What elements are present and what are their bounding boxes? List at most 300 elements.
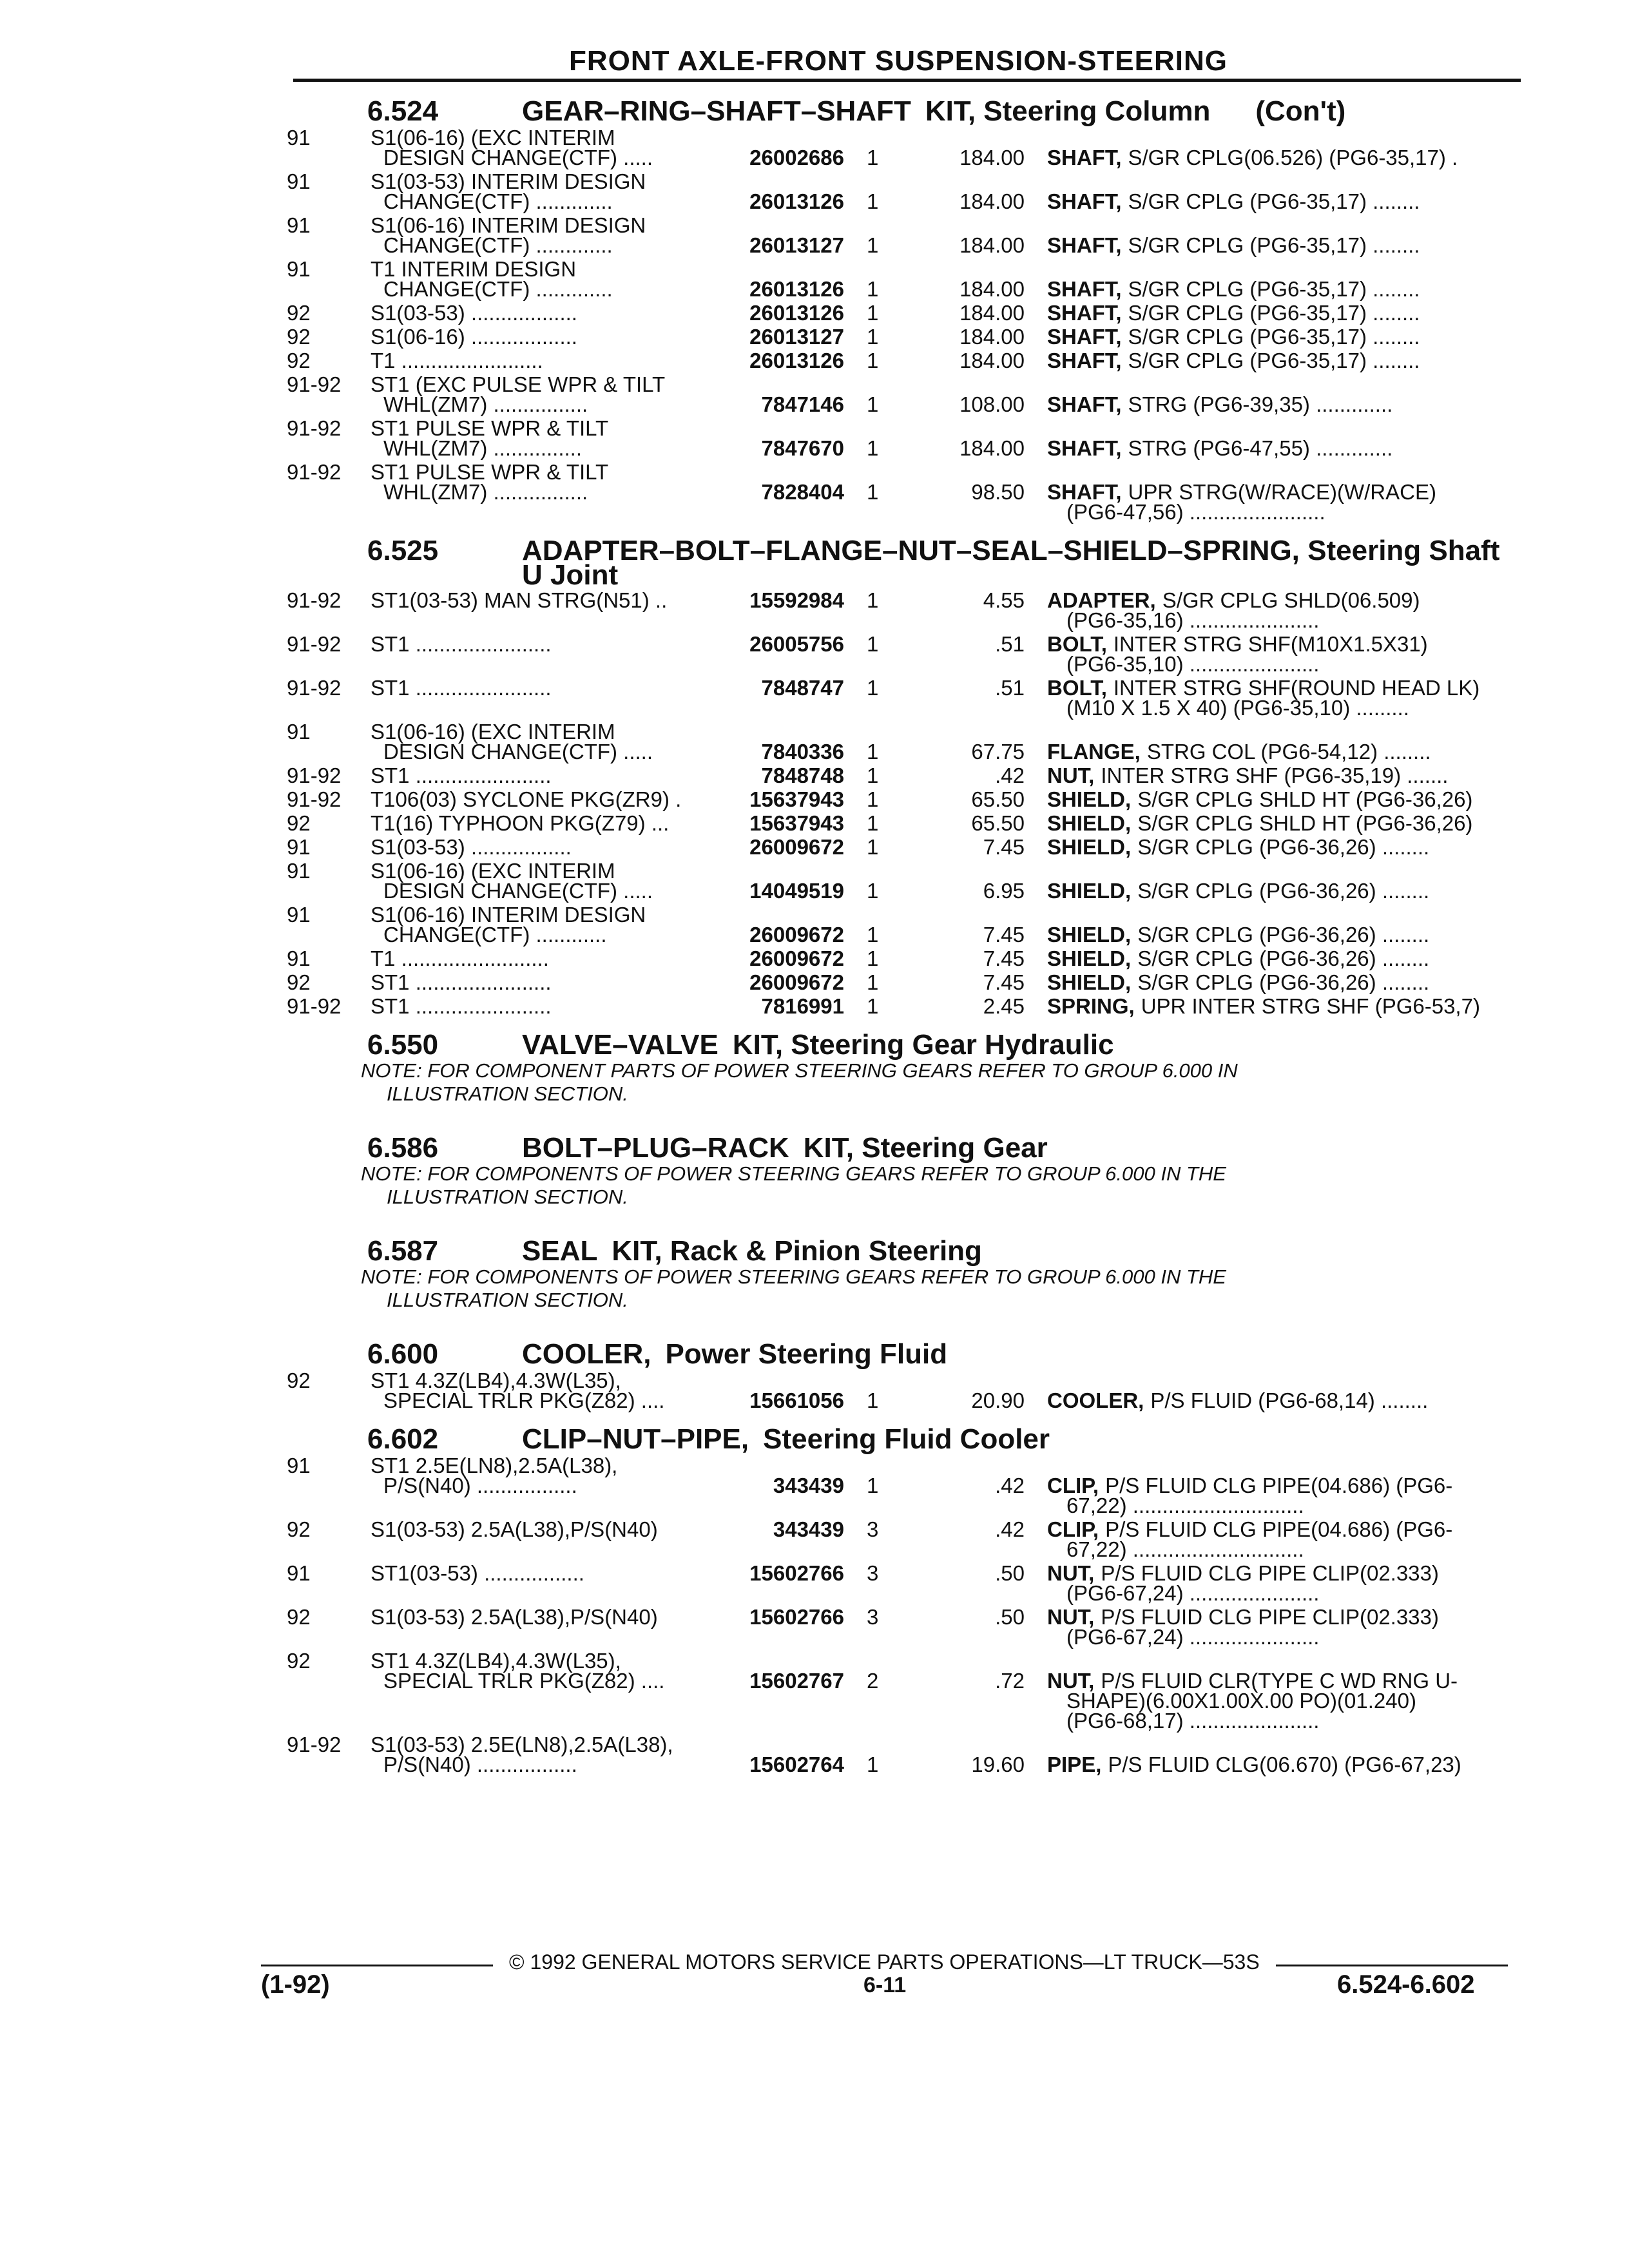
row-year: 91: [287, 213, 311, 237]
row-item-detail: INTER STRG SHF(ROUND HEAD LK): [1113, 676, 1480, 700]
section-title-parts: BOLT–PLUG–RACK: [522, 1132, 789, 1164]
listing-line: [0, 1537, 1629, 1562]
row-year: 91-92: [287, 994, 342, 1018]
row-item-detail: UPR INTER STRG SHF (PG6-53,7): [1141, 994, 1480, 1018]
row-description: [1047, 146, 1458, 170]
row-quantity: 1: [867, 392, 879, 416]
row-description: [1047, 764, 1448, 788]
row-application: ST1 4.3Z(LB4),4.3W(L35),: [371, 1649, 621, 1673]
row-quantity: 1: [867, 970, 879, 994]
row-quantity: 1: [867, 301, 879, 325]
listing-line: [0, 277, 1629, 302]
row-part-number: 26013126: [749, 277, 844, 301]
row-description-continued: (PG6-67,24) ......................: [1066, 1625, 1320, 1649]
row-description: [1047, 970, 1429, 995]
footer-rule-right: [1276, 1965, 1508, 1966]
row-description: [1047, 879, 1429, 903]
section-title-kit: KIT, Steering Column: [925, 95, 1211, 127]
row-item-detail: INTER STRG SHF (PG6-35,19) .......: [1101, 764, 1449, 787]
row-part-number: 15592984: [749, 588, 844, 612]
row-item-detail: STRG COL (PG6-54,12) ........: [1146, 740, 1431, 764]
row-application: S1(03-53) 2.5A(L38),P/S(N40): [371, 1605, 658, 1629]
row-price: .50: [995, 1605, 1025, 1629]
row-application: S1(06-16) INTERIM DESIGN: [371, 903, 646, 927]
row-year: 92: [287, 325, 311, 349]
row-price: 7.45: [983, 947, 1025, 970]
row-price: 65.50: [971, 811, 1025, 835]
listing-line: [0, 146, 1629, 170]
footer-page-number: 6-11: [863, 1973, 907, 1997]
listing-line: [0, 811, 1629, 836]
row-price: 184.00: [959, 277, 1025, 301]
section-note: NOTE: FOR COMPONENTS OF POWER STEERING GEARS REFER TO GROUP 6.000 IN THE: [361, 1162, 1226, 1185]
row-year: 92: [287, 1369, 311, 1392]
row-item-name: SHIELD,: [1047, 947, 1132, 970]
section-title-kit: Power Steering Fluid: [665, 1338, 948, 1370]
section-title: [522, 93, 1345, 130]
row-application: ST1 .......................: [371, 632, 552, 656]
row-item-detail: S/GR CPLG (PG6-36,26) ........: [1137, 879, 1430, 903]
row-application: S1(03-53) 2.5E(LN8),2.5A(L38),: [371, 1733, 673, 1756]
row-quantity: 1: [867, 277, 879, 301]
row-item-name: CLIP,: [1047, 1474, 1099, 1497]
row-part-number: 26009672: [749, 970, 844, 994]
row-item-name: SPRING,: [1047, 994, 1135, 1018]
row-price: 184.00: [959, 325, 1025, 349]
row-item-name: COOLER,: [1047, 1389, 1144, 1412]
row-application-continued: CHANGE(CTF) .............: [383, 233, 613, 257]
row-quantity: 1: [867, 923, 879, 947]
section-title-continued: U Joint: [522, 559, 619, 591]
row-price: .42: [995, 1474, 1025, 1497]
listing-line: [0, 787, 1629, 812]
row-description: [1047, 1753, 1461, 1777]
row-application: ST1 .......................: [371, 970, 552, 994]
row-description-continued: (PG6-35,16) ......................: [1066, 608, 1320, 632]
row-part-number: 26013127: [749, 325, 844, 349]
footer-rule-left: [261, 1965, 493, 1966]
row-application: ST1 PULSE WPR & TILT: [371, 416, 609, 440]
row-item-detail: S/GR CPLG (PG6-35,17) ........: [1128, 301, 1420, 325]
section-number: 6.550: [367, 1029, 439, 1061]
row-price: .51: [995, 632, 1025, 656]
row-price: .51: [995, 676, 1025, 700]
section-number: 6.602: [367, 1423, 439, 1455]
row-quantity: 1: [867, 588, 879, 612]
listing-line: [0, 189, 1629, 214]
listing-line: [0, 879, 1629, 903]
row-year: 91: [287, 1561, 311, 1585]
row-item-detail: INTER STRG SHF(M10X1.5X31): [1113, 632, 1428, 656]
footer-date: (1-92): [261, 1970, 330, 1999]
section-number: 6.586: [367, 1132, 439, 1164]
section-heading: [0, 1130, 1629, 1166]
row-description: [1047, 233, 1420, 258]
row-item-detail: P/S FLUID CLG PIPE CLIP(02.333): [1101, 1605, 1439, 1629]
row-application-continued: CHANGE(CTF) ............: [383, 923, 607, 947]
listing-line: [0, 500, 1629, 524]
row-part-number: 7840336: [761, 740, 844, 764]
listing-line: [0, 696, 1629, 720]
row-application-continued: SPECIAL TRLR PKG(Z82) ....: [383, 1669, 665, 1693]
row-description: [1047, 1389, 1428, 1413]
row-item-name: CLIP,: [1047, 1517, 1099, 1541]
row-description-continued: 67,22) .............................: [1066, 1537, 1304, 1561]
row-description: [1047, 811, 1472, 836]
row-item-detail: S/GR CPLG SHLD HT (PG6-36,26): [1137, 787, 1473, 811]
row-item-detail: P/S FLUID CLG PIPE CLIP(02.333): [1101, 1561, 1439, 1585]
page-header-title: FRONT AXLE-FRONT SUSPENSION-STEERING: [569, 45, 1228, 77]
row-year: 91: [287, 859, 311, 883]
section-title: [522, 1421, 1050, 1457]
row-quantity: 1: [867, 189, 879, 213]
section-title-kit: KIT, Steering Gear Hydraulic: [732, 1029, 1114, 1061]
section-title-kit: KIT, Steering Gear: [803, 1132, 1048, 1164]
row-item-name: NUT,: [1047, 764, 1095, 787]
row-item-name: SHIELD,: [1047, 970, 1132, 994]
section-title-parts: VALVE–VALVE: [522, 1029, 718, 1061]
row-item-name: SHAFT,: [1047, 480, 1122, 504]
row-application: T1 INTERIM DESIGN: [371, 257, 577, 281]
row-price: 7.45: [983, 835, 1025, 859]
section-title-parts: CLIP–NUT–PIPE,: [522, 1423, 749, 1455]
row-description: [1047, 189, 1420, 214]
row-quantity: 1: [867, 632, 879, 656]
row-part-number: 26005756: [749, 632, 844, 656]
row-year: 92: [287, 349, 311, 372]
row-item-detail: P/S FLUID CLR(TYPE C WD RNG U-: [1101, 1669, 1458, 1693]
row-part-number: 343439: [773, 1474, 844, 1497]
row-application: S1(06-16) (EXC INTERIM: [371, 859, 615, 883]
row-item-name: SHIELD,: [1047, 923, 1132, 947]
row-year: 91: [287, 903, 311, 927]
row-application: ST1 PULSE WPR & TILT: [371, 460, 609, 484]
row-item-detail: S/GR CPLG SHLD(06.509): [1162, 588, 1420, 612]
row-quantity: 3: [867, 1605, 879, 1629]
row-item-name: SHIELD,: [1047, 787, 1132, 811]
listing-line: [0, 764, 1629, 788]
row-price: 19.60: [971, 1753, 1025, 1776]
row-item-name: NUT,: [1047, 1561, 1095, 1585]
listing-line: [0, 349, 1629, 373]
section-title: [522, 1130, 1048, 1166]
row-quantity: 3: [867, 1517, 879, 1541]
row-item-detail: P/S FLUID CLG(06.670) (PG6-67,23): [1108, 1753, 1461, 1776]
row-part-number: 15661056: [749, 1389, 844, 1412]
row-item-name: NUT,: [1047, 1605, 1095, 1629]
row-application-continued: DESIGN CHANGE(CTF) .....: [383, 146, 653, 169]
row-application-continued: WHL(ZM7) ................: [383, 392, 588, 416]
row-application-continued: P/S(N40) .................: [383, 1474, 577, 1497]
row-part-number: 26002686: [749, 146, 844, 169]
row-item-detail: P/S FLUID CLG PIPE(04.686) (PG6-: [1105, 1517, 1453, 1541]
row-year: 92: [287, 970, 311, 994]
row-price: .42: [995, 1517, 1025, 1541]
row-year: 92: [287, 1649, 311, 1673]
row-application: S1(06-16) (EXC INTERIM: [371, 126, 615, 149]
row-year: 91: [287, 1454, 311, 1477]
row-item-detail: STRG (PG6-39,35) .............: [1128, 392, 1393, 416]
row-price: 184.00: [959, 436, 1025, 460]
row-item-name: FLANGE,: [1047, 740, 1141, 764]
row-application: ST1 .......................: [371, 764, 552, 787]
row-description: [1047, 835, 1429, 860]
row-description: [1047, 947, 1429, 971]
row-item-name: SHAFT,: [1047, 146, 1122, 169]
row-item-detail: S/GR CPLG (PG6-35,17) ........: [1128, 349, 1420, 372]
row-item-name: SHAFT,: [1047, 301, 1122, 325]
row-item-detail: STRG (PG6-47,55) .............: [1128, 436, 1393, 460]
section-note: NOTE: FOR COMPONENT PARTS OF POWER STEERING GEARS REFER TO GROUP 6.000 IN: [361, 1059, 1238, 1082]
listing-line: [0, 652, 1629, 677]
row-quantity: 1: [867, 787, 879, 811]
row-quantity: 1: [867, 676, 879, 700]
row-application-continued: CHANGE(CTF) .............: [383, 277, 613, 301]
row-year: 91: [287, 947, 311, 970]
section-title: [522, 1233, 982, 1269]
row-item-detail: S/GR CPLG(06.526) (PG6-35,17) .: [1128, 146, 1458, 169]
listing-line: [0, 1581, 1629, 1606]
section-note-continued: ILLUSTRATION SECTION.: [387, 1186, 628, 1208]
row-item-detail: S/GR CPLG (PG6-35,17) ........: [1128, 325, 1420, 349]
row-year: 92: [287, 301, 311, 325]
row-description: [1047, 325, 1420, 349]
row-application: ST1 2.5E(LN8),2.5A(L38),: [371, 1454, 618, 1477]
row-application: S1(03-53) INTERIM DESIGN: [371, 169, 646, 193]
row-description: [1047, 787, 1472, 812]
section-number: 6.524: [367, 95, 439, 127]
section-heading: [0, 93, 1629, 130]
row-application: ST1 (EXC PULSE WPR & TILT: [371, 372, 666, 396]
row-item-name: BOLT,: [1047, 676, 1107, 700]
row-application-continued: CHANGE(CTF) .............: [383, 189, 613, 213]
row-part-number: 26009672: [749, 835, 844, 859]
footer-section-range: 6.524-6.602: [1337, 1970, 1475, 1999]
row-year: 91: [287, 257, 311, 281]
listing-line: [0, 436, 1629, 461]
row-price: 184.00: [959, 146, 1025, 169]
row-quantity: 1: [867, 436, 879, 460]
section-heading: [0, 1233, 1629, 1269]
row-description: [1047, 994, 1480, 1019]
row-quantity: 2: [867, 1669, 879, 1693]
row-application: ST1(03-53) .................: [371, 1561, 584, 1585]
row-item-name: SHIELD,: [1047, 879, 1132, 903]
row-price: 6.95: [983, 879, 1025, 903]
row-description: [1047, 277, 1420, 302]
row-item-name: NUT,: [1047, 1669, 1095, 1693]
row-part-number: 15602767: [749, 1669, 844, 1693]
row-price: 184.00: [959, 233, 1025, 257]
row-item-detail: S/GR CPLG (PG6-36,26) ........: [1137, 923, 1430, 947]
row-year: 92: [287, 1605, 311, 1629]
row-item-name: SHAFT,: [1047, 233, 1122, 257]
row-item-detail: S/GR CPLG (PG6-35,17) ........: [1128, 277, 1420, 301]
row-description-continued: (PG6-67,24) ......................: [1066, 1581, 1320, 1605]
row-part-number: 7828404: [761, 480, 844, 504]
listing-line: [0, 325, 1629, 349]
row-item-name: ADAPTER,: [1047, 588, 1156, 612]
row-part-number: 14049519: [749, 879, 844, 903]
row-quantity: 1: [867, 811, 879, 835]
row-year: 91: [287, 835, 311, 859]
row-quantity: 1: [867, 994, 879, 1018]
row-description-continued: (M10 X 1.5 X 40) (PG6-35,10) .........: [1066, 696, 1409, 720]
row-part-number: 7816991: [761, 994, 844, 1018]
row-item-name: SHAFT,: [1047, 277, 1122, 301]
row-price: 2.45: [983, 994, 1025, 1018]
section-title-parts: COOLER,: [522, 1338, 651, 1370]
row-item-name: SHAFT,: [1047, 349, 1122, 372]
row-part-number: 7848748: [761, 764, 844, 787]
row-year: 91-92: [287, 588, 342, 612]
row-description: [1047, 923, 1429, 947]
row-item-detail: S/GR CPLG (PG6-35,17) ........: [1128, 233, 1420, 257]
row-year: 91-92: [287, 676, 342, 700]
section-title: [522, 1336, 947, 1372]
row-quantity: 1: [867, 146, 879, 169]
row-application: T1 .........................: [371, 947, 549, 970]
row-price: 65.50: [971, 787, 1025, 811]
row-year: 91: [287, 169, 311, 193]
row-part-number: 26013126: [749, 349, 844, 372]
row-year: 91-92: [287, 632, 342, 656]
row-application: T1(16) TYPHOON PKG(Z79) ...: [371, 811, 670, 835]
row-application: ST1 4.3Z(LB4),4.3W(L35),: [371, 1369, 621, 1392]
row-price: 4.55: [983, 588, 1025, 612]
section-title: [522, 1027, 1114, 1063]
row-price: 20.90: [971, 1389, 1025, 1412]
row-application: S1(03-53) ..................: [371, 301, 577, 325]
section-title-kit: KIT, Rack & Pinion Steering: [612, 1235, 982, 1267]
row-description: [1047, 740, 1431, 764]
row-quantity: 1: [867, 1474, 879, 1497]
section-heading: [0, 1336, 1629, 1372]
row-part-number: 7847146: [761, 392, 844, 416]
section-note: NOTE: FOR COMPONENTS OF POWER STEERING GEARS REFER TO GROUP 6.000 IN THE: [361, 1265, 1226, 1288]
row-year: 92: [287, 811, 311, 835]
row-item-detail: S/GR CPLG (PG6-35,17) ........: [1128, 189, 1420, 213]
section-heading: [0, 1027, 1629, 1063]
section-note-continued: ILLUSTRATION SECTION.: [387, 1082, 628, 1105]
row-item-detail: P/S FLUID (PG6-68,14) ........: [1150, 1389, 1429, 1412]
row-quantity: 1: [867, 740, 879, 764]
row-price: 184.00: [959, 349, 1025, 372]
row-application-continued: P/S(N40) .................: [383, 1753, 577, 1776]
row-year: 91-92: [287, 1733, 342, 1756]
row-description-continued: (PG6-35,10) ......................: [1066, 652, 1320, 676]
row-part-number: 15637943: [749, 811, 844, 835]
footer-copyright: © 1992 GENERAL MOTORS SERVICE PARTS OPERATIONS—LT TRUCK—53S: [509, 1950, 1260, 1974]
row-application: S1(03-53) 2.5A(L38),P/S(N40): [371, 1517, 658, 1541]
section-title-parts: GEAR–RING–SHAFT–SHAFT: [522, 95, 911, 127]
row-part-number: 26013126: [749, 189, 844, 213]
row-part-number: 26009672: [749, 923, 844, 947]
row-application: S1(03-53) .................: [371, 835, 572, 859]
row-quantity: 1: [867, 325, 879, 349]
listing-line: [0, 392, 1629, 417]
row-price: .72: [995, 1669, 1025, 1693]
row-price: 7.45: [983, 923, 1025, 947]
row-year: 91-92: [287, 372, 342, 396]
row-price: 67.75: [971, 740, 1025, 764]
row-application: S1(06-16) INTERIM DESIGN: [371, 213, 646, 237]
row-price: 184.00: [959, 189, 1025, 213]
row-price: 108.00: [959, 392, 1025, 416]
row-application: S1(06-16) ..................: [371, 325, 577, 349]
row-part-number: 15602766: [749, 1605, 844, 1629]
row-item-name: BOLT,: [1047, 632, 1107, 656]
row-quantity: 1: [867, 233, 879, 257]
row-part-number: 15637943: [749, 787, 844, 811]
row-application: ST1 .......................: [371, 676, 552, 700]
row-item-name: SHIELD,: [1047, 811, 1132, 835]
row-year: 92: [287, 1517, 311, 1541]
listing-line: [0, 835, 1629, 860]
row-quantity: 1: [867, 1389, 879, 1412]
row-item-detail: S/GR CPLG (PG6-36,26) ........: [1137, 947, 1430, 970]
row-part-number: 7848747: [761, 676, 844, 700]
section-number: 6.525: [367, 535, 439, 566]
row-application: S1(06-16) (EXC INTERIM: [371, 720, 615, 744]
row-item-name: SHAFT,: [1047, 325, 1122, 349]
row-item-name: SHAFT,: [1047, 392, 1122, 416]
row-application-continued: DESIGN CHANGE(CTF) .....: [383, 740, 653, 764]
listing-line: [0, 923, 1629, 947]
row-application-continued: WHL(ZM7) ...............: [383, 436, 583, 460]
row-year: 91: [287, 126, 311, 149]
row-part-number: 15602766: [749, 1561, 844, 1585]
section-number: 6.587: [367, 1235, 439, 1267]
row-item-name: SHAFT,: [1047, 189, 1122, 213]
row-quantity: 1: [867, 879, 879, 903]
row-quantity: 1: [867, 947, 879, 970]
row-quantity: 1: [867, 349, 879, 372]
listing-line: [0, 1389, 1629, 1413]
row-application: T1 ........................: [371, 349, 543, 372]
listing-line: [0, 1753, 1629, 1777]
row-description: [1047, 392, 1393, 417]
row-year: 91-92: [287, 787, 342, 811]
row-application: T106(03) SYCLONE PKG(ZR9) .: [371, 787, 682, 811]
row-description-continued: (PG6-68,17) ......................: [1066, 1709, 1320, 1733]
header-rule: [293, 79, 1521, 82]
row-year: 91: [287, 720, 311, 744]
row-part-number: 26013127: [749, 233, 844, 257]
row-part-number: 343439: [773, 1517, 844, 1541]
listing-line: [0, 301, 1629, 325]
section-title-parts: SEAL: [522, 1235, 598, 1267]
listing-line: [0, 947, 1629, 971]
row-price: .50: [995, 1561, 1025, 1585]
listing-line: [0, 970, 1629, 995]
row-part-number: 15602764: [749, 1753, 844, 1776]
row-item-detail: UPR STRG(W/RACE)(W/RACE): [1128, 480, 1436, 504]
row-application: ST1 .......................: [371, 994, 552, 1018]
row-description: [1047, 349, 1420, 373]
row-quantity: 3: [867, 1561, 879, 1585]
listing-line: [0, 608, 1629, 633]
row-quantity: 1: [867, 835, 879, 859]
row-description: [1047, 436, 1393, 461]
row-price: .42: [995, 764, 1025, 787]
row-item-detail: S/GR CPLG SHLD HT (PG6-36,26): [1137, 811, 1473, 835]
row-quantity: 1: [867, 480, 879, 504]
row-item-detail: S/GR CPLG (PG6-36,26) ........: [1137, 835, 1430, 859]
row-item-detail: P/S FLUID CLG PIPE(04.686) (PG6-: [1105, 1474, 1453, 1497]
row-application-continued: WHL(ZM7) ................: [383, 480, 588, 504]
row-quantity: 1: [867, 764, 879, 787]
